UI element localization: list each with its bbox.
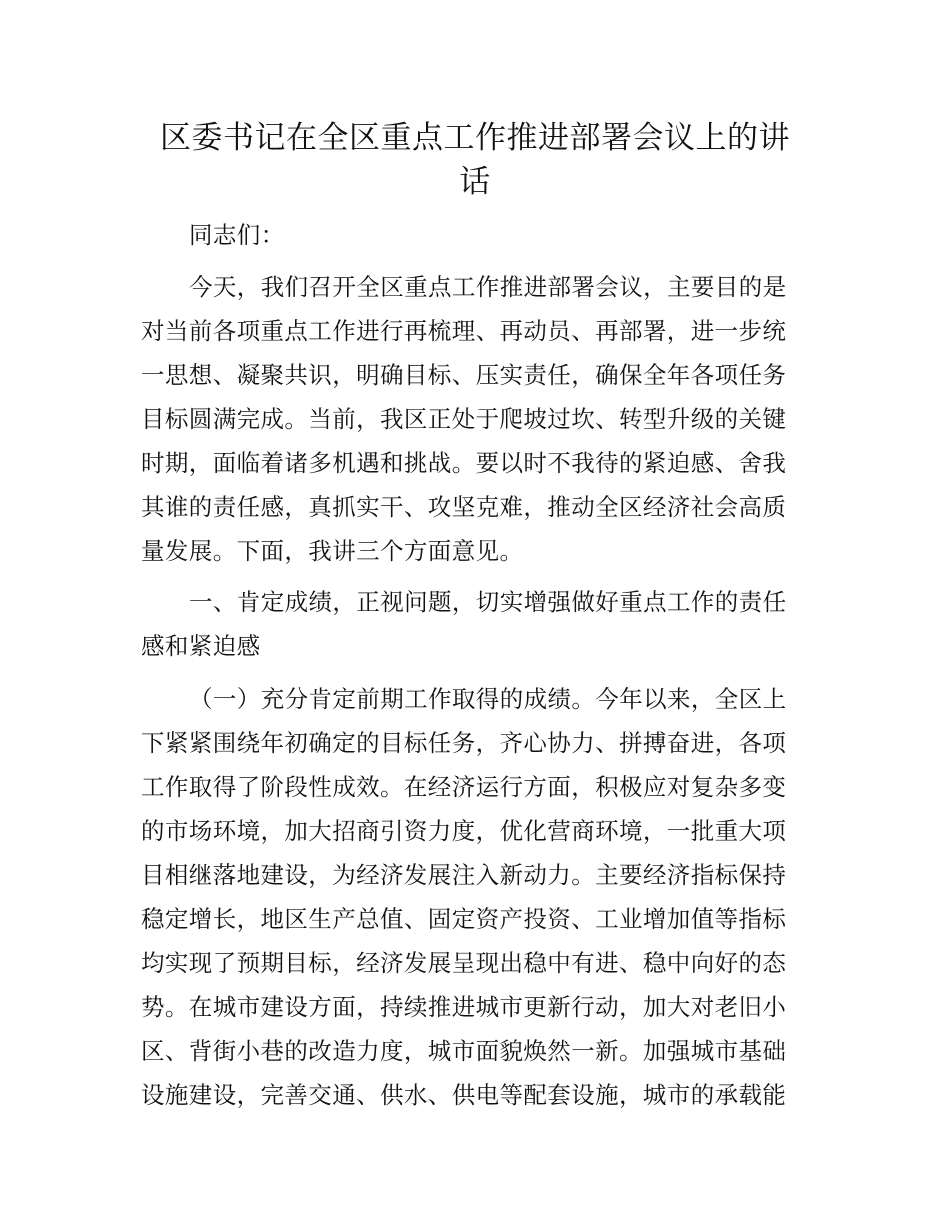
text-line: 量发展。下面，我讲三个方面意见。 [141,537,524,565]
text-line: 一思想、凝聚共识，明确目标、压实责任，确保全年各项任务 [141,361,787,389]
text-line: 均实现了预期目标，经济发展呈现出稳中有进、稳中向好的态 [141,949,787,977]
text-line: 时期，面临着诸多机遇和挑战。要以时不我待的紧迫感、舍我 [141,449,787,477]
text-line: 一、肯定成绩，正视问题，切实增强做好重点工作的责任 [189,588,787,616]
title-line: 话 [459,164,491,200]
text-line: 下紧紧围绕年初确定的目标任务，齐心协力、拼搏奋进，各项 [141,729,787,757]
text-line: 势。在城市建设方面，持续推进城市更新行动，加大对老旧小 [141,993,787,1021]
text-line: 目相继落地建设，为经济发展注入新动力。主要经济指标保持 [141,861,787,889]
text-line: 其谁的责任感，真抓实干、攻坚克难，推动全区经济社会高质 [141,493,787,521]
text-line: （一）充分肯定前期工作取得的成绩。今年以来，全区上 [189,685,787,713]
document-title [140,116,810,204]
text-line: 目标圆满完成。当前，我区正处于爬坡过坎、转型升级的关键 [141,405,787,433]
salutation: 同志们： [189,221,285,249]
text-line: 感和紧迫感 [141,632,261,660]
text-line: 的市场环境，加大招商引资力度，优化营商环境，一批重大项 [141,817,787,845]
text-line: 对当前各项重点工作进行再梳理、再动员、再部署，进一步统 [141,317,787,345]
text-line: 设施建设，完善交通、供水、供电等配套设施，城市的承载能 [141,1081,787,1109]
text-line: 稳定增长，地区生产总值、固定资产投资、工业增加值等指标 [141,905,787,933]
text-line: 区、背街小巷的改造力度，城市面貌焕然一新。加强城市基础 [141,1037,787,1065]
text-line: 今天，我们召开全区重点工作推进部署会议，主要目的是 [189,273,787,301]
title-line: 区委书记在全区重点工作推进部署会议上的讲 [160,120,790,156]
text-line: 工作取得了阶段性成效。在经济运行方面，积极应对复杂多变 [141,773,787,801]
